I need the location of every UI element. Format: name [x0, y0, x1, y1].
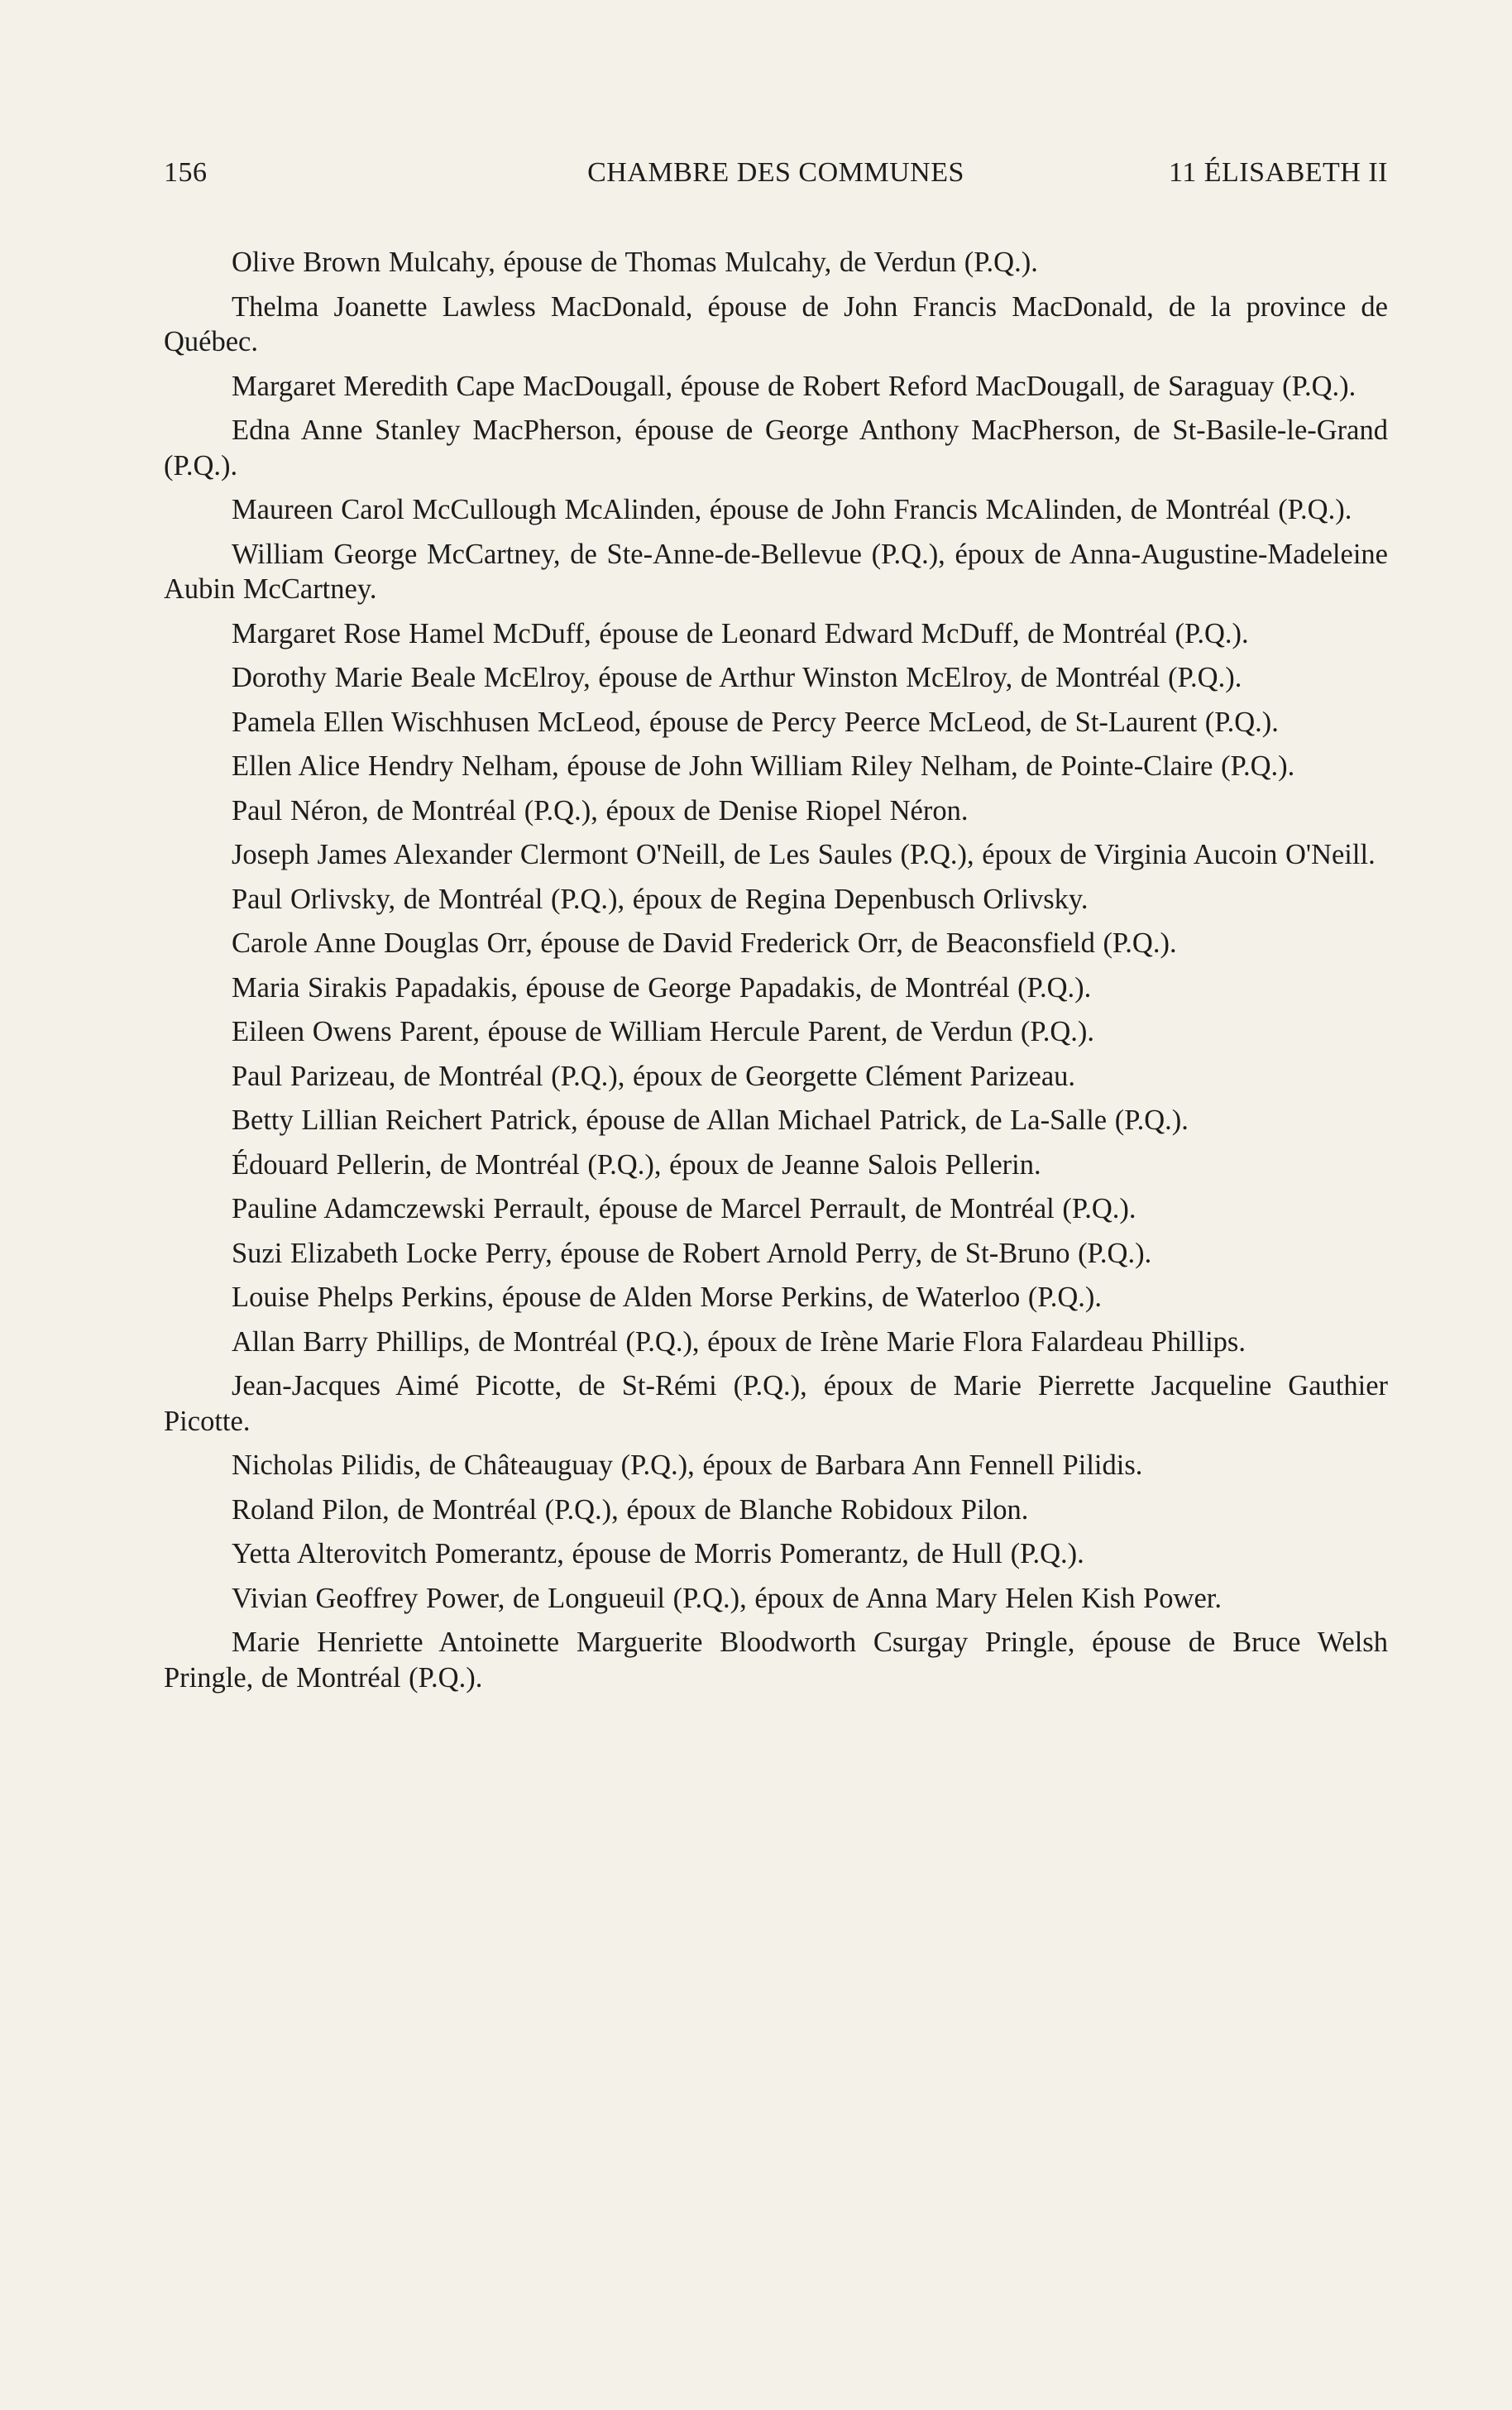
list-item: Paul Parizeau, de Montréal (P.Q.), époux de Georgette Clément Parizeau.	[232, 1060, 1076, 1092]
list-item: Margaret Meredith Cape MacDougall, épouse de Robert Reford MacDougall, de Saraguay (P.Q.).	[232, 370, 1356, 402]
page-header	[164, 157, 1388, 207]
list-item: Édouard Pellerin, de Montréal (P.Q.), époux de Jeanne Salois Pellerin.	[232, 1148, 1041, 1181]
regnal-year: 11 ÉLISABETH II	[1169, 157, 1388, 188]
list-item: Jean-Jacques Aimé Picotte, de St-Rémi (P.Q.), époux de Marie Pierrette Jacqueline Gauthier Picotte.	[164, 1370, 1388, 1437]
list-item: Olive Brown Mulcahy, épouse de Thomas Mulcahy, de Verdun (P.Q.).	[232, 247, 1038, 278]
list-item: Carole Anne Douglas Orr, épouse de David Frederick Orr, de Beaconsfield (P.Q.).	[232, 927, 1177, 959]
list-item: Edna Anne Stanley MacPherson, épouse de George Anthony MacPherson, de St-Basile-le-Grand (P.Q.).	[164, 414, 1388, 482]
list-item: Pamela Ellen Wischhusen McLeod, épouse de Percy Peerce McLeod, de St-Laurent (P.Q.).	[232, 706, 1279, 738]
list-item: Maria Sirakis Papadakis, épouse de George Papadakis, de Montréal (P.Q.).	[232, 971, 1092, 1004]
list-item: Suzi Elizabeth Locke Perry, épouse de Robert Arnold Perry, de St-Bruno (P.Q.).	[232, 1237, 1152, 1269]
list-item: Joseph James Alexander Clermont O'Neill, de Les Saules (P.Q.), époux de Virginia Aucoin O'Neill.	[232, 839, 1376, 870]
list-item: Roland Pilon, de Montréal (P.Q.), époux de Blanche Robidoux Pilon.	[232, 1493, 1029, 1526]
page-number: 156	[164, 157, 208, 188]
list-item: Louise Phelps Perkins, épouse de Alden Morse Perkins, de Waterloo (P.Q.).	[232, 1282, 1102, 1313]
header-title: CHAMBRE DES COMMUNES	[587, 157, 964, 188]
list-item: Betty Lillian Reichert Patrick, épouse de Allan Michael Patrick, de La-Salle (P.Q.).	[232, 1104, 1189, 1136]
list-item: Thelma Joanette Lawless MacDonald, épouse de John Francis MacDonald, de la province de Québec.	[164, 290, 1388, 357]
list-item: Maureen Carol McCullough McAlinden, épouse de John Francis McAlinden, de Montréal (P.Q.).	[232, 494, 1352, 525]
list-item: Paul Néron, de Montréal (P.Q.), époux de Denise Riopel Néron.	[232, 794, 969, 826]
document-page	[164, 157, 1388, 1704]
list-item: Allan Barry Phillips, de Montréal (P.Q.), époux de Irène Marie Flora Falardeau Phillips.	[232, 1325, 1246, 1358]
list-item: Marie Henriette Antoinette Marguerite Bloodworth Csurgay Pringle, épouse de Bruce Welsh Pringle, de Montréal (P.Q.).	[164, 1627, 1388, 1694]
list-item: Vivian Geoffrey Power, de Longueuil (P.Q.), époux de Anna Mary Helen Kish Power.	[232, 1582, 1222, 1614]
list-item: Dorothy Marie Beale McElroy, épouse de Arthur Winston McElroy, de Montréal (P.Q.).	[232, 662, 1242, 693]
list-item: Margaret Rose Hamel McDuff, épouse de Leonard Edward McDuff, de Montréal (P.Q.).	[232, 617, 1249, 649]
entry-list	[164, 245, 1388, 1695]
list-item: William George McCartney, de Ste-Anne-de-Bellevue (P.Q.), époux de Anna-Augustine-Madeleine Aubin McCartney.	[164, 538, 1388, 605]
list-item: Paul Orlivsky, de Montréal (P.Q.), époux de Regina Depenbusch Orlivsky.	[232, 883, 1089, 915]
list-item: Eileen Owens Parent, épouse de William Hercule Parent, de Verdun (P.Q.).	[232, 1016, 1095, 1047]
list-item: Ellen Alice Hendry Nelham, épouse de John William Riley Nelham, de Pointe-Claire (P.Q.).	[232, 750, 1295, 782]
list-item: Yetta Alterovitch Pomerantz, épouse de Morris Pomerantz, de Hull (P.Q.).	[232, 1538, 1084, 1569]
list-item: Nicholas Pilidis, de Châteauguay (P.Q.), époux de Barbara Ann Fennell Pilidis.	[232, 1449, 1143, 1481]
list-item: Pauline Adamczewski Perrault, épouse de Marcel Perrault, de Montréal (P.Q.).	[232, 1193, 1136, 1224]
